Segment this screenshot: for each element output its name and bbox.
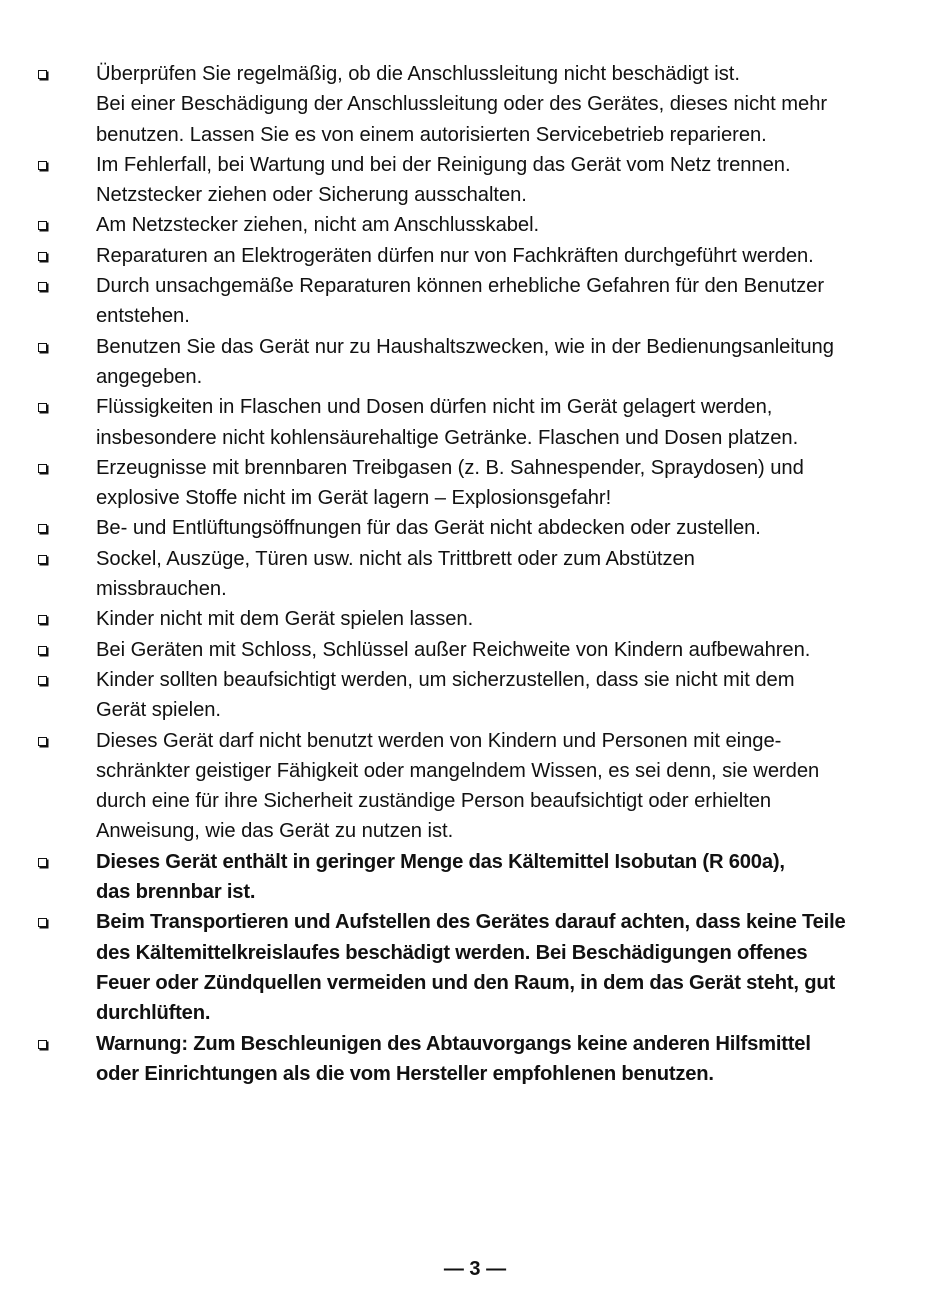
checkbox-bullet-icon bbox=[38, 343, 47, 352]
list-item bbox=[36, 392, 926, 453]
checkbox-bullet-icon bbox=[38, 403, 47, 412]
list-item-text-line: Überprüfen Sie regelmäßig, ob die Anschlussleitung nicht beschädigt ist. bbox=[96, 63, 740, 85]
list-item-text-line: insbesondere nicht kohlensäurehaltige Getränke. Flaschen und Dosen platzen. bbox=[96, 426, 799, 449]
list-item bbox=[36, 604, 926, 634]
checkbox-bullet-icon bbox=[38, 676, 47, 685]
list-item-text-line: missbrauchen. bbox=[96, 578, 227, 601]
list-item bbox=[36, 544, 926, 605]
list-item-text-line: Benutzen Sie das Gerät nur zu Haushaltszwecken, wie in der Bedienungsanleitung bbox=[96, 335, 834, 358]
list-item-text-line: durchlüften. bbox=[96, 1002, 211, 1025]
list-item bbox=[36, 332, 926, 393]
list-item-text-line: Anweisung, wie das Gerät zu nutzen ist. bbox=[96, 820, 454, 843]
list-item-text-line: benutzen. Lassen Sie es von einem autorisierten Servicebetrieb reparieren. bbox=[96, 123, 767, 146]
list-item bbox=[36, 907, 926, 1028]
checkbox-bullet-icon bbox=[38, 282, 47, 291]
checkbox-bullet-icon bbox=[38, 555, 47, 564]
checkbox-bullet-icon bbox=[38, 161, 47, 170]
list-item-text-line: Im Fehlerfall, bei Wartung und bei der Reinigung das Gerät vom Netz trennen. bbox=[96, 153, 791, 176]
list-item-text-line: oder Einrichtungen als die vom Hersteller empfohlenen benutzen. bbox=[96, 1062, 714, 1085]
list-item-text-line: Feuer oder Zündquellen vermeiden und den Raum, in dem das Gerät steht, gut bbox=[96, 971, 835, 994]
checkbox-bullet-icon bbox=[38, 524, 47, 533]
checkbox-bullet-icon bbox=[38, 737, 47, 746]
list-item-text-line: Gerät spielen. bbox=[96, 699, 221, 722]
checkbox-bullet-icon bbox=[38, 1040, 47, 1049]
list-item-text-line: das brennbar ist. bbox=[96, 881, 256, 904]
list-item-text-line: Bei einer Beschädigung der Anschlussleitung oder des Gerätes, dieses nicht mehr bbox=[96, 93, 828, 116]
list-item bbox=[36, 726, 926, 847]
list-item bbox=[36, 271, 926, 332]
list-item bbox=[36, 150, 926, 211]
list-item-text-line: angegeben. bbox=[96, 365, 203, 388]
list-item-text-line: schränkter geistiger Fähigkeit oder mangelndem Wissen, es sei denn, sie werden bbox=[96, 759, 820, 782]
list-item bbox=[36, 241, 926, 271]
list-item-text-line: Erzeugnisse mit brennbaren Treibgasen (z. B. Sahnespender, Spraydosen) und bbox=[96, 456, 804, 479]
list-item-text-line: entstehen. bbox=[96, 305, 190, 328]
list-item bbox=[36, 210, 926, 240]
list-item-text-line: Reparaturen an Elektrogeräten dürfen nur von Fachkräften durchgeführt werden. bbox=[96, 244, 814, 267]
list-item-text-line: Flüssigkeiten in Flaschen und Dosen dürfen nicht im Gerät gelagert werden, bbox=[96, 396, 773, 419]
list-item-text-line: Netzstecker ziehen oder Sicherung ausschalten. bbox=[96, 184, 527, 207]
list-item-text-line: Beim Transportieren und Aufstellen des Gerätes darauf achten, dass keine Teile bbox=[96, 911, 846, 934]
safety-instructions-list bbox=[36, 59, 926, 1089]
list-item bbox=[36, 453, 926, 514]
checkbox-bullet-icon bbox=[38, 221, 47, 230]
list-item-text-line: Kinder sollten beaufsichtigt werden, um sicherzustellen, dass sie nicht mit dem bbox=[96, 668, 795, 691]
list-item-text-line: Dieses Gerät enthält in geringer Menge das Kältemittel Isobutan (R 600a), bbox=[96, 850, 785, 873]
list-item bbox=[36, 665, 926, 726]
list-item-text-line: Bei Geräten mit Schloss, Schlüssel außer Reichweite von Kindern aufbewahren. bbox=[96, 638, 811, 661]
checkbox-bullet-icon bbox=[38, 70, 47, 79]
list-item bbox=[36, 513, 926, 543]
checkbox-bullet-icon bbox=[38, 464, 47, 473]
list-item-text-line: Kinder nicht mit dem Gerät spielen lassen. bbox=[96, 608, 474, 631]
list-item bbox=[36, 1029, 926, 1090]
checkbox-bullet-icon bbox=[38, 646, 47, 655]
checkbox-bullet-icon bbox=[38, 615, 47, 624]
list-item-text-line: des Kältemittelkreislaufes beschädigt werden. Bei Beschädigungen offenes bbox=[96, 941, 808, 964]
list-item-text-line: Am Netzstecker ziehen, nicht am Anschlusskabel. bbox=[96, 214, 540, 237]
list-item bbox=[36, 635, 926, 665]
checkbox-bullet-icon bbox=[38, 252, 47, 261]
list-item-text-line: durch eine für ihre Sicherheit zuständige Person beaufsichtigt oder erhielten bbox=[96, 790, 772, 813]
list-item-text-line: Be- und Entlüftungsöffnungen für das Gerät nicht abdecken oder zustellen. bbox=[96, 517, 761, 540]
list-item-text-line: explosive Stoffe nicht im Gerät lagern – Explosionsgefahr! bbox=[96, 487, 612, 510]
checkbox-bullet-icon bbox=[38, 918, 47, 927]
list-item-text-line: Warnung: Zum Beschleunigen des Abtauvorgangs keine anderen Hilfsmittel bbox=[96, 1032, 811, 1055]
list-item bbox=[36, 59, 926, 150]
checkbox-bullet-icon bbox=[38, 858, 47, 867]
list-item-text-line: Dieses Gerät darf nicht benutzt werden von Kindern und Personen mit einge- bbox=[96, 729, 782, 752]
page-number: — 3 — bbox=[443, 1258, 507, 1280]
list-item bbox=[36, 847, 926, 908]
list-item-text-line: Durch unsachgemäße Reparaturen können erhebliche Gefahren für den Benutzer bbox=[96, 275, 824, 298]
list-item-text-line: Sockel, Auszüge, Türen usw. nicht als Trittbrett oder zum Abstützen bbox=[96, 547, 695, 570]
